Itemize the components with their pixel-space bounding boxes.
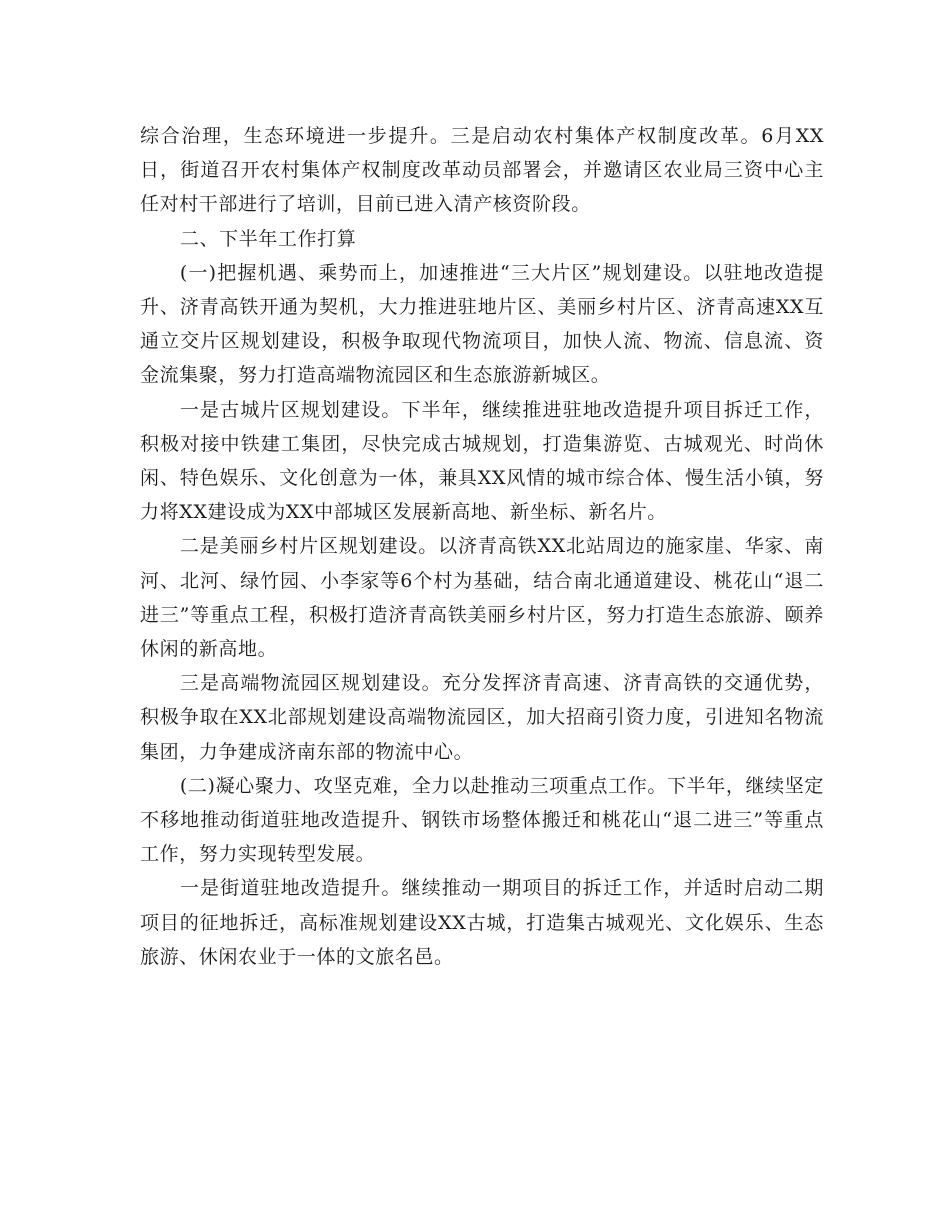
paragraph-8: 一是街道驻地改造提升。继续推动一期项目的拆迁工作，并适时启动二期项目的征地拆迁，高标准规划建设XX古城，打造集古城观光、文化娱乐、生态旅游、休闲农业于一体的文旅名邑。 [140, 877, 824, 968]
section-heading: 二、下半年工作打算 [179, 227, 357, 250]
paragraph-4: 一是古城片区规划建设。下半年，继续推进驻地改造提升项目拆迁工作，积极对接中铁建工集团，尽快完成古城规划，打造集游览、古城观光、时尚休闲、特色娱乐、文化创意为一体，兼具XX风情的城市综合体、慢生活小镇，努力将XX建设成为XX中部城区发展新高地、新坐标、新名片。 [140, 398, 824, 524]
paragraph-7: (二)凝心聚力、攻坚克难，全力以赴推动三项重点工作。下半年，继续坚定不移地推动街道驻地改造提升、钢铁市场整体搬迁和桃花山“退二进三”等重点工作，努力实现转型发展。 [140, 774, 824, 866]
document-page [140, 119, 824, 974]
paragraph-6: 三是高端物流园区规划建设。充分发挥济青高速、济青高铁的交通优势，积极争取在XX北部规划建设高端物流园区，加大招商引资力度，引进知名物流集团，力争建成济南东部的物流中心。 [140, 672, 824, 763]
paragraph-5: 二是美丽乡村片区规划建设。以济青高铁XX北站周边的施家崖、华家、南河、北河、绿竹园、小李家等6个村为基础，结合南北通道建设、桃花山“退二进三”等重点工程，积极打造济青高铁美丽乡村片区，努力打造生态旅游、颐养休闲的新高地。 [140, 535, 824, 661]
paragraph-3: (一)把握机遇、乘势而上，加速推进“三大片区”规划建设。以驻地改造提升、济青高铁开通为契机，大力推进驻地片区、美丽乡村片区、济青高速XX互通立交片区规划建设，积极争取现代物流项目，加快人流、物流、信息流、资金流集聚，努力打造高端物流园区和生态旅游新城区。 [140, 261, 824, 387]
paragraph-1: 综合治理，生态环境进一步提升。三是启动农村集体产权制度改革。6月XX日，街道召开农村集体产权制度改革动员部署会，并邀请区农业局三资中心主任对村干部进行了培训，目前已进入清产核资阶段。 [140, 125, 824, 216]
